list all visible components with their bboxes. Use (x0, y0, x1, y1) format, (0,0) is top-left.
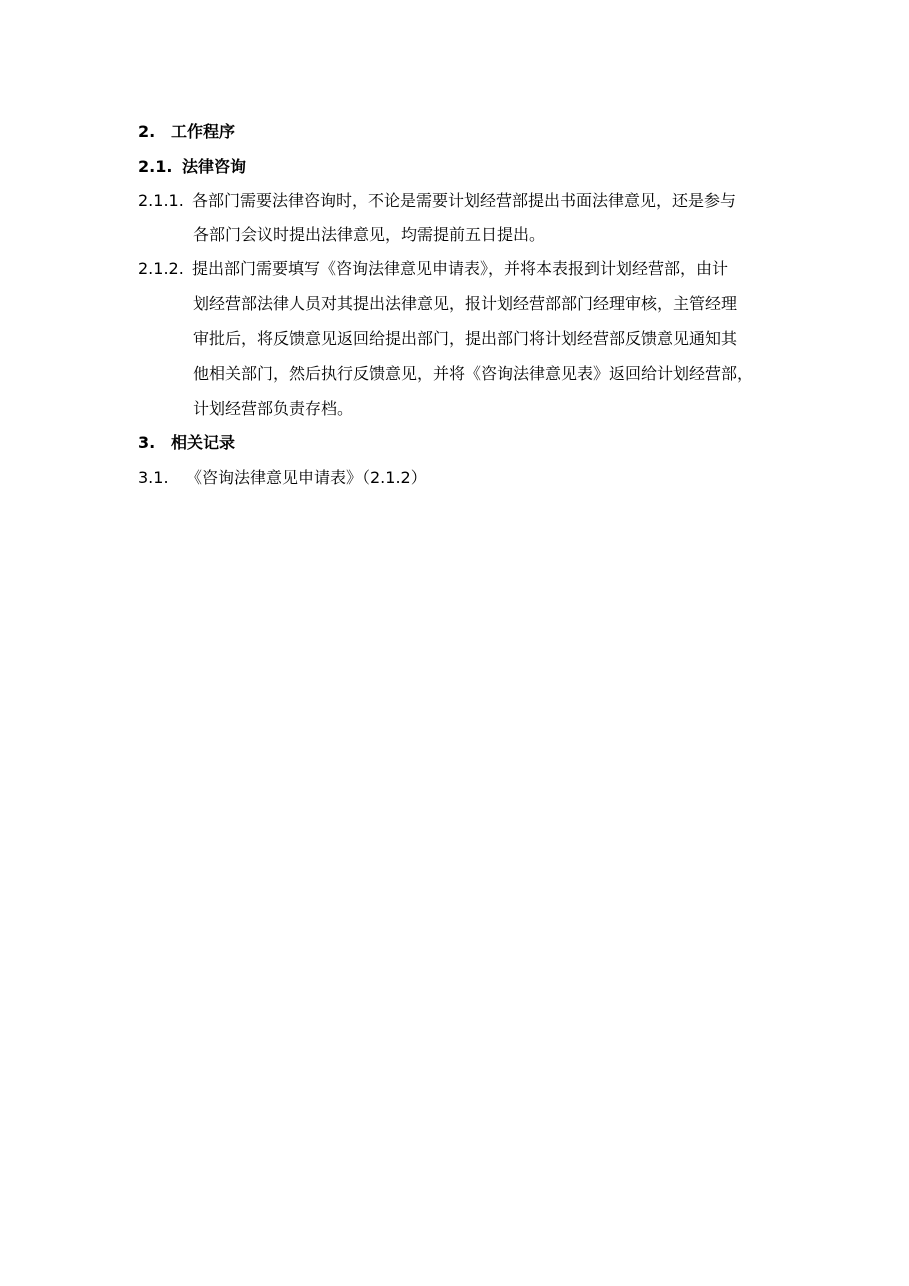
heading-section-2 (138, 122, 235, 142)
record-text: 《咨询法律意见申请表》（2.1.2） (186, 468, 427, 487)
section-title: 相关记录 (171, 433, 236, 452)
heading-section-2-1 (138, 157, 246, 177)
section-number: 3. (138, 433, 156, 452)
section-title: 法律咨询 (182, 157, 247, 176)
paragraph-text: 各部门需要法律咨询时，不论是需要计划经营部提出书面法律意见，还是参与 (192, 191, 737, 210)
record-item-3-1 (138, 468, 427, 488)
paragraph-2-1-2-line-2: 划经营部法律人员对其提出法律意见，报计划经营部部门经理审核，主管经理 (193, 294, 738, 313)
section-number: 2. (138, 122, 156, 141)
paragraph-number: 2.1.1. (138, 191, 184, 210)
paragraph-2-1-1-line-1 (138, 191, 736, 211)
section-number: 2.1. (138, 157, 173, 176)
paragraph-2-1-2-line-3: 审批后，将反馈意见返回给提出部门，提出部门将计划经营部反馈意见通知其 (193, 329, 738, 348)
paragraph-2-1-2-line-4: 他相关部门，然后执行反馈意见，并将《咨询法律意见表》返回给计划经营部， (193, 364, 754, 383)
heading-section-3 (138, 433, 235, 453)
paragraph-2-1-1-line-2: 各部门会议时提出法律意见，均需提前五日提出。 (193, 225, 546, 244)
paragraph-number: 2.1.2. (138, 259, 184, 278)
section-title: 工作程序 (171, 122, 236, 141)
paragraph-2-1-2-line-5: 计划经营部负责存档。 (193, 399, 354, 418)
record-number: 3.1. (138, 468, 169, 487)
paragraph-2-1-2-line-1 (138, 259, 728, 279)
paragraph-text: 提出部门需要填写《咨询法律意见申请表》，并将本表报到计划经营部，由计 (192, 259, 729, 278)
